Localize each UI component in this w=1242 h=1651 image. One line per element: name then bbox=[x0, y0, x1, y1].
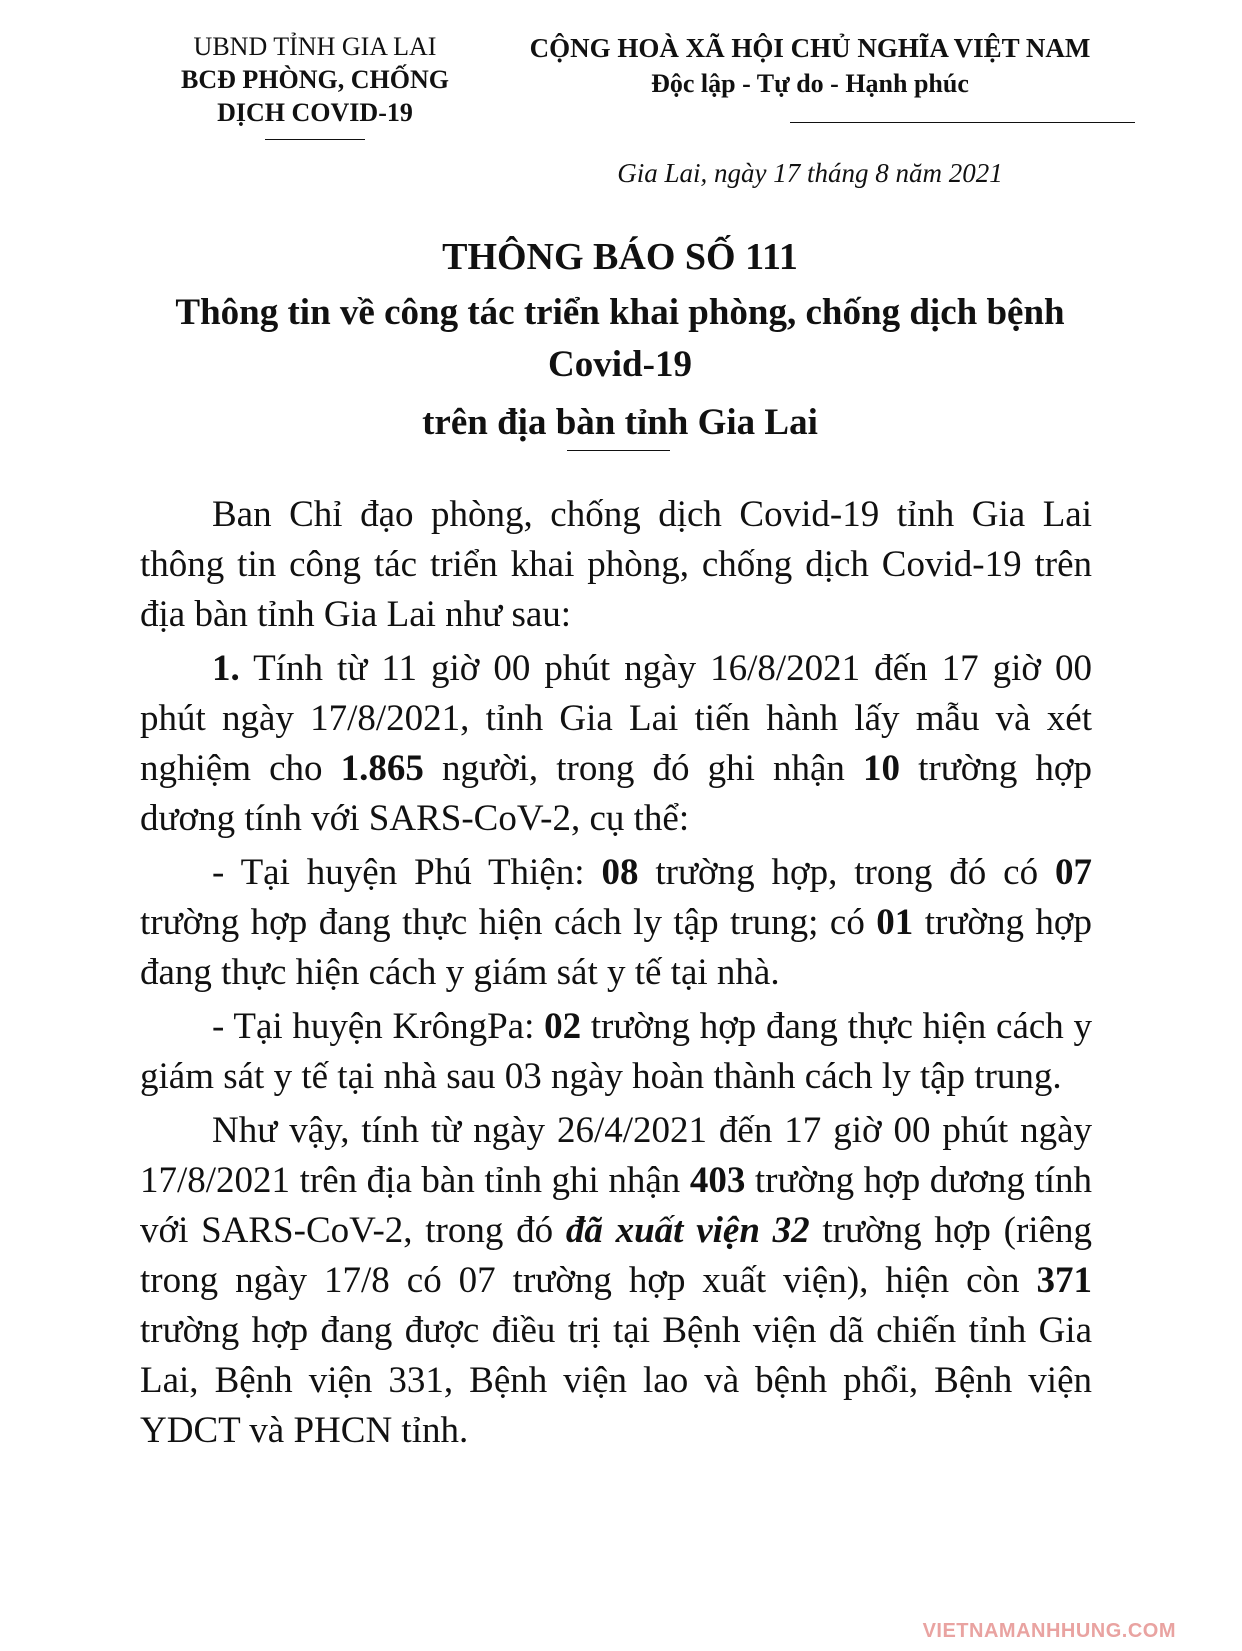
motto-divider bbox=[790, 122, 1135, 123]
nation-title: CỘNG HOÀ XÃ HỘI CHỦ NGHĨA VIỆT NAM bbox=[529, 33, 1091, 63]
issue-date: Gia Lai, ngày 17 tháng 8 năm 2021 bbox=[617, 158, 1003, 188]
phu-thien-cases: 08 bbox=[601, 852, 639, 893]
phu-thien-paragraph: - Tại huyện Phú Thiện: 08 trường hợp, trong đó có 07 trường hợp đang thực hiện cách ly tập trung; có 01 trường hợp đang thực hiện cách y giám sát y tế tại nhà. bbox=[140, 852, 1093, 993]
remaining-cases: 371 bbox=[1036, 1260, 1092, 1301]
agency-line-1: UBND TỈNH GIA LAI bbox=[193, 32, 437, 61]
site-watermark: VIETNAMANHHUNG.COM bbox=[922, 1620, 1176, 1642]
agency-line-3: DỊCH COVID-19 bbox=[217, 98, 413, 127]
phu-thien-home: 01 bbox=[876, 902, 914, 943]
phu-thien-quarantine: 07 bbox=[1055, 852, 1093, 893]
tested-count: 1.865 bbox=[340, 748, 424, 789]
positive-count: 10 bbox=[862, 748, 900, 789]
title-divider bbox=[567, 450, 670, 451]
section-number: 1. bbox=[212, 648, 240, 689]
intro-paragraph: Ban Chỉ đạo phòng, chống dịch Covid-19 tỉnh Gia Lai thông tin công tác triển khai phòng, chống dịch Covid-19 trên địa bàn tỉnh Gia Lai như sau: bbox=[140, 494, 1092, 635]
total-cases: 403 bbox=[689, 1160, 746, 1201]
national-motto: Độc lập - Tự do - Hạnh phúc bbox=[651, 69, 969, 98]
krongpa-paragraph: - Tại huyện KrôngPa: 02 trường hợp đang thực hiện cách y giám sát y tế tại nhà sau 03 ngày hoàn thành cách ly tập trung. bbox=[140, 1006, 1092, 1097]
krongpa-cases: 02 bbox=[544, 1006, 582, 1047]
document-body bbox=[140, 490, 1092, 1456]
notice-location: trên địa bàn tỉnh Gia Lai bbox=[422, 402, 818, 443]
section-1-paragraph: 1. Tính từ 11 giờ 00 phút ngày 16/8/2021 đến 17 giờ 00 phút ngày 17/8/2021, tỉnh Gia Lai tiến hành lấy mẫu và xét nghiệm cho 1.865 người, trong đó ghi nhận 10 trường hợp dương tính với SARS-CoV-2, cụ thể: bbox=[140, 648, 1092, 839]
discharged-cases: đã xuất viện 32 bbox=[565, 1210, 810, 1251]
national-header bbox=[480, 30, 1140, 102]
summary-paragraph: Như vậy, tính từ ngày 26/4/2021 đến 17 giờ 00 phút ngày 17/8/2021 trên địa bàn tỉnh ghi nhận 403 trường hợp dương tính với SARS-CoV-2, trong đó đã xuất viện 32 trường hợp (riêng trong ngày 17/8 có 07 trường hợp xuất viện), hiện còn 371 trường hợp đang được điều trị tại Bệnh viện dã chiến tỉnh Gia Lai, Bệnh viện 331, Bệnh viện lao và bệnh phổi, Bệnh viện YDCT và PHCN tỉnh. bbox=[140, 1110, 1092, 1451]
agency-divider bbox=[265, 139, 365, 140]
notice-number: THÔNG BÁO SỐ 111 bbox=[442, 236, 798, 278]
document-title bbox=[140, 232, 1100, 449]
agency-line-2: BCĐ PHÒNG, CHỐNG bbox=[181, 65, 449, 94]
issuing-agency bbox=[150, 30, 480, 140]
notice-subject: Thông tin về công tác triển khai phòng, chống dịch bệnh Covid-19 bbox=[175, 292, 1065, 385]
